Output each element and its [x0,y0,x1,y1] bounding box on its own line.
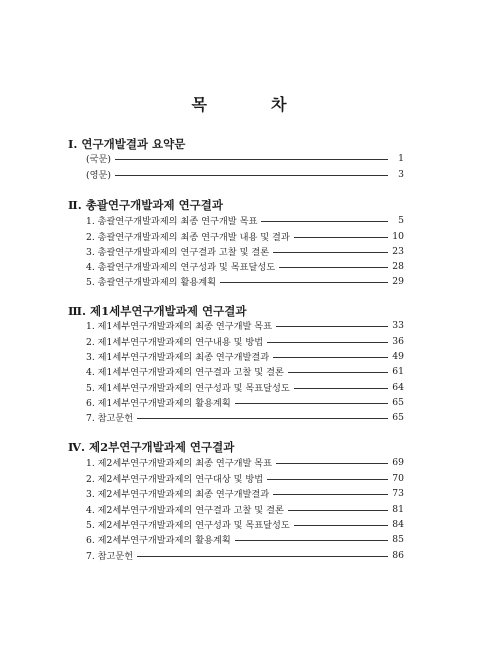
toc-entry-label: 4. 제2세부연구개발과제의 연구결과 고찰 및 결론 [86,505,284,516]
section-heading-3: Ⅲ. 제1세부연구개발과제 연구결과 [68,304,247,318]
toc-entry-page: 28 [392,260,404,272]
toc-entry-page: 3 [398,168,404,180]
toc-entry[interactable] [86,229,404,243]
toc-entry-label: 1. 총괄연구개발과제의 최종 연구개발 목표 [86,216,258,227]
toc-entry-page: 65 [392,396,404,408]
toc-entry[interactable] [86,151,404,165]
toc-entry[interactable] [86,349,404,363]
toc-entry-page: 61 [392,365,404,377]
toc-entry-page: 69 [392,456,404,468]
toc-entry-label: 2. 제2세부연구개발과제의 연구대상 및 방법 [86,474,264,485]
toc-entry[interactable] [86,334,404,348]
toc-entry-page: 85 [392,533,404,545]
leader-line [294,525,388,526]
leader-line [267,342,388,343]
toc-entry-page: 73 [392,487,404,499]
leader-line [294,388,388,389]
toc-entry[interactable] [86,455,404,469]
toc-entry-page: 49 [392,350,404,362]
toc-entry-label: 3. 제2세부연구개발과제의 최종 연구개발결과 [86,489,270,500]
toc-entry-label: 5. 총괄연구개발과제의 활용계획 [86,277,216,288]
toc-entry[interactable] [86,167,404,181]
toc-entry[interactable] [86,213,404,227]
toc-entry-label: 6. 제2세부연구개발과제의 활용계획 [86,535,231,546]
leader-line [261,221,388,222]
toc-entry-page: 29 [392,275,404,287]
toc-entry-page: 10 [392,230,404,242]
toc-entry-label: 1. 제2세부연구개발과제의 최종 연구개발 목표 [86,458,273,469]
toc-entry-label: 4. 총괄연구개발과제의 연구성과 및 목표달성도 [86,262,276,273]
toc-entry-page: 81 [392,503,404,515]
toc-entry[interactable] [86,395,404,409]
leader-line [220,282,388,283]
toc-entry-page: 84 [392,518,404,530]
toc-entry[interactable] [86,274,404,288]
title-char-2: 차 [271,95,289,114]
toc-entry[interactable] [86,364,404,378]
toc-entry-page: 64 [392,381,404,393]
leader-line [273,252,388,253]
toc-entry-page: 70 [392,472,404,484]
toc-entry-label: 5. 제1세부연구개발과제의 연구성과 및 목표달성도 [86,383,290,394]
toc-entry-page: 33 [392,319,404,331]
toc-entry[interactable] [86,318,404,332]
toc-entry[interactable] [86,380,404,394]
leader-line [267,479,388,480]
toc-entry[interactable] [86,532,404,546]
leader-line [273,357,388,358]
toc-entry[interactable] [86,517,404,531]
leader-line [137,418,388,419]
toc-entry[interactable] [86,471,404,485]
toc-entry-page: 23 [392,245,404,257]
leader-line [137,556,388,557]
leader-line [288,510,388,511]
toc-entry-page: 5 [398,214,404,226]
toc-entry-label: 3. 총괄연구개발과제의 연구결과 고찰 및 결론 [86,247,270,258]
toc-entry-label: 6. 제1세부연구개발과제의 활용계획 [86,398,231,409]
toc-entry-page: 86 [392,549,404,561]
section-heading-1: Ⅰ. 연구개발결과 요약문 [68,137,186,151]
toc-entry-label: (영문) [86,170,111,181]
leader-line [273,494,388,495]
toc-entry-label: 2. 제1세부연구개발과제의 연구내용 및 방법 [86,337,264,348]
title-char-1: 목 [191,95,209,114]
toc-entry-label: 7. 참고문헌 [86,413,134,424]
section-heading-4: Ⅳ. 제2부연구개발과제 연구결과 [68,440,235,454]
page-title [0,92,480,115]
leader-line [279,267,388,268]
leader-line [235,403,388,404]
section-heading-2: Ⅱ. 총괄연구개발과제 연구결과 [68,198,224,212]
toc-entry-page: 36 [392,335,404,347]
toc-entry[interactable] [86,548,404,562]
toc-entry-label: 7. 참고문헌 [86,551,134,562]
toc-entry-label: 3. 제1세부연구개발과제의 최종 연구개발결과 [86,352,270,363]
toc-entry[interactable] [86,244,404,258]
toc-entry-label: 1. 제1세부연구개발과제의 최종 연구개발 목표 [86,321,273,332]
leader-line [276,463,388,464]
leader-line [276,326,388,327]
toc-entry[interactable] [86,502,404,516]
toc-entry-page: 65 [392,411,404,423]
toc-entry-label: 2. 총괄연구개발과제의 최종 연구개발 내용 및 결과 [86,232,290,243]
toc-entry-label: 4. 제1세부연구개발과제의 연구결과 고찰 및 결론 [86,367,284,378]
leader-line [288,372,388,373]
leader-line [235,540,388,541]
leader-line [294,237,388,238]
toc-entry[interactable] [86,259,404,273]
toc-entry-page: 1 [398,152,404,164]
leader-line [115,175,388,176]
leader-line [115,159,388,160]
toc-entry-label: 5. 제2세부연구개발과제의 연구성과 및 목표달성도 [86,520,290,531]
toc-entry-label: (국문) [86,154,111,165]
toc-entry[interactable] [86,410,404,424]
toc-entry[interactable] [86,486,404,500]
